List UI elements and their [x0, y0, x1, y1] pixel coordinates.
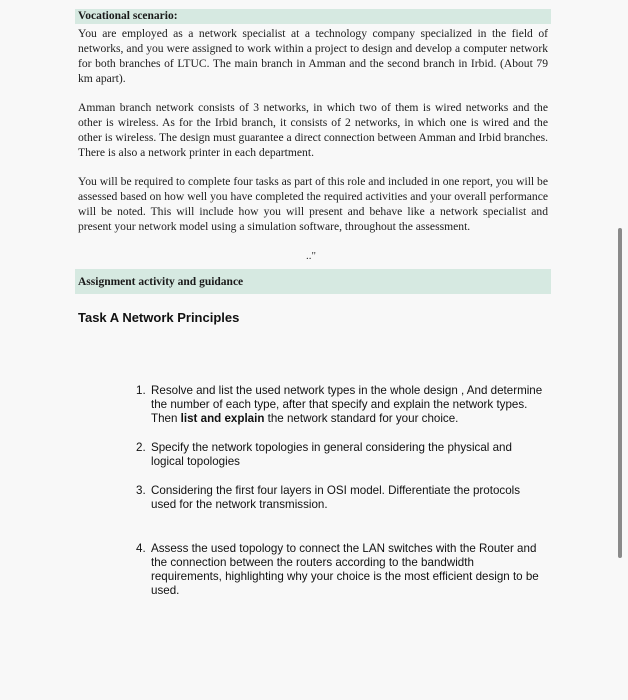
task-text-emphasis: list and explain — [180, 412, 265, 425]
task-number: 3. — [136, 484, 146, 497]
scenario-paragraph-1: You are employed as a network specialist at a technology company specialized in the field of networks, and you were assigned to work within a project to design and develop a computer network for both branches of LTUC. The main branch in Amman and the second branch in Irbid. (About 79 km apart). — [78, 27, 548, 85]
task-list — [136, 384, 546, 598]
task-number: 2. — [136, 441, 146, 454]
scenario-heading: Vocational scenario: — [78, 10, 178, 22]
scenario-paragraph-3: You will be required to complete four tasks as part of this role and included in one report, you will be assessed based on how well you have completed the required activities and your overall performance will be noted. This will include how you will present and behave like a network specialist and present your network model using a simulation software, throughout the assessment. — [78, 175, 548, 233]
task-number: 1. — [136, 384, 146, 397]
task-item-2 — [136, 441, 546, 469]
task-a-heading: Task A Network Principles — [78, 310, 240, 325]
task-text: Assess the used topology to connect the LAN switches with the Router and the connection between the routers according to the bandwidth requirements, highlighting why your choice is the most efficient design to be used. — [151, 542, 539, 597]
vertical-scrollbar[interactable] — [618, 228, 622, 558]
scenario-paragraph-2: Amman branch network consists of 3 networks, in which two of them is wired networks and the other is wireless. As for the Irbid branch, it consists of 2 networks, in which one is wired and the other is wireless. The design must guarantee a direct connection between Amman and Irbid branches. There is also a network printer in each department. — [78, 101, 548, 159]
task-text: the network standard for your choice. — [264, 412, 459, 425]
task-number: 4. — [136, 542, 146, 555]
task-item-1 — [136, 384, 546, 426]
closing-quote-mark: .." — [306, 250, 316, 262]
task-item-3 — [136, 484, 546, 512]
task-text: Resolve and list the used network types in the whole design , And determine the number of each type, after that specify and explain the network types. Then — [151, 384, 543, 425]
task-text: Considering the first four layers in OSI model. Differentiate the protocols used for the network transmission. — [151, 484, 521, 511]
assignment-heading: Assignment activity and guidance — [78, 276, 244, 288]
task-item-4 — [136, 542, 546, 598]
task-text: Specify the network topologies in general considering the physical and logical topologies — [151, 441, 512, 468]
